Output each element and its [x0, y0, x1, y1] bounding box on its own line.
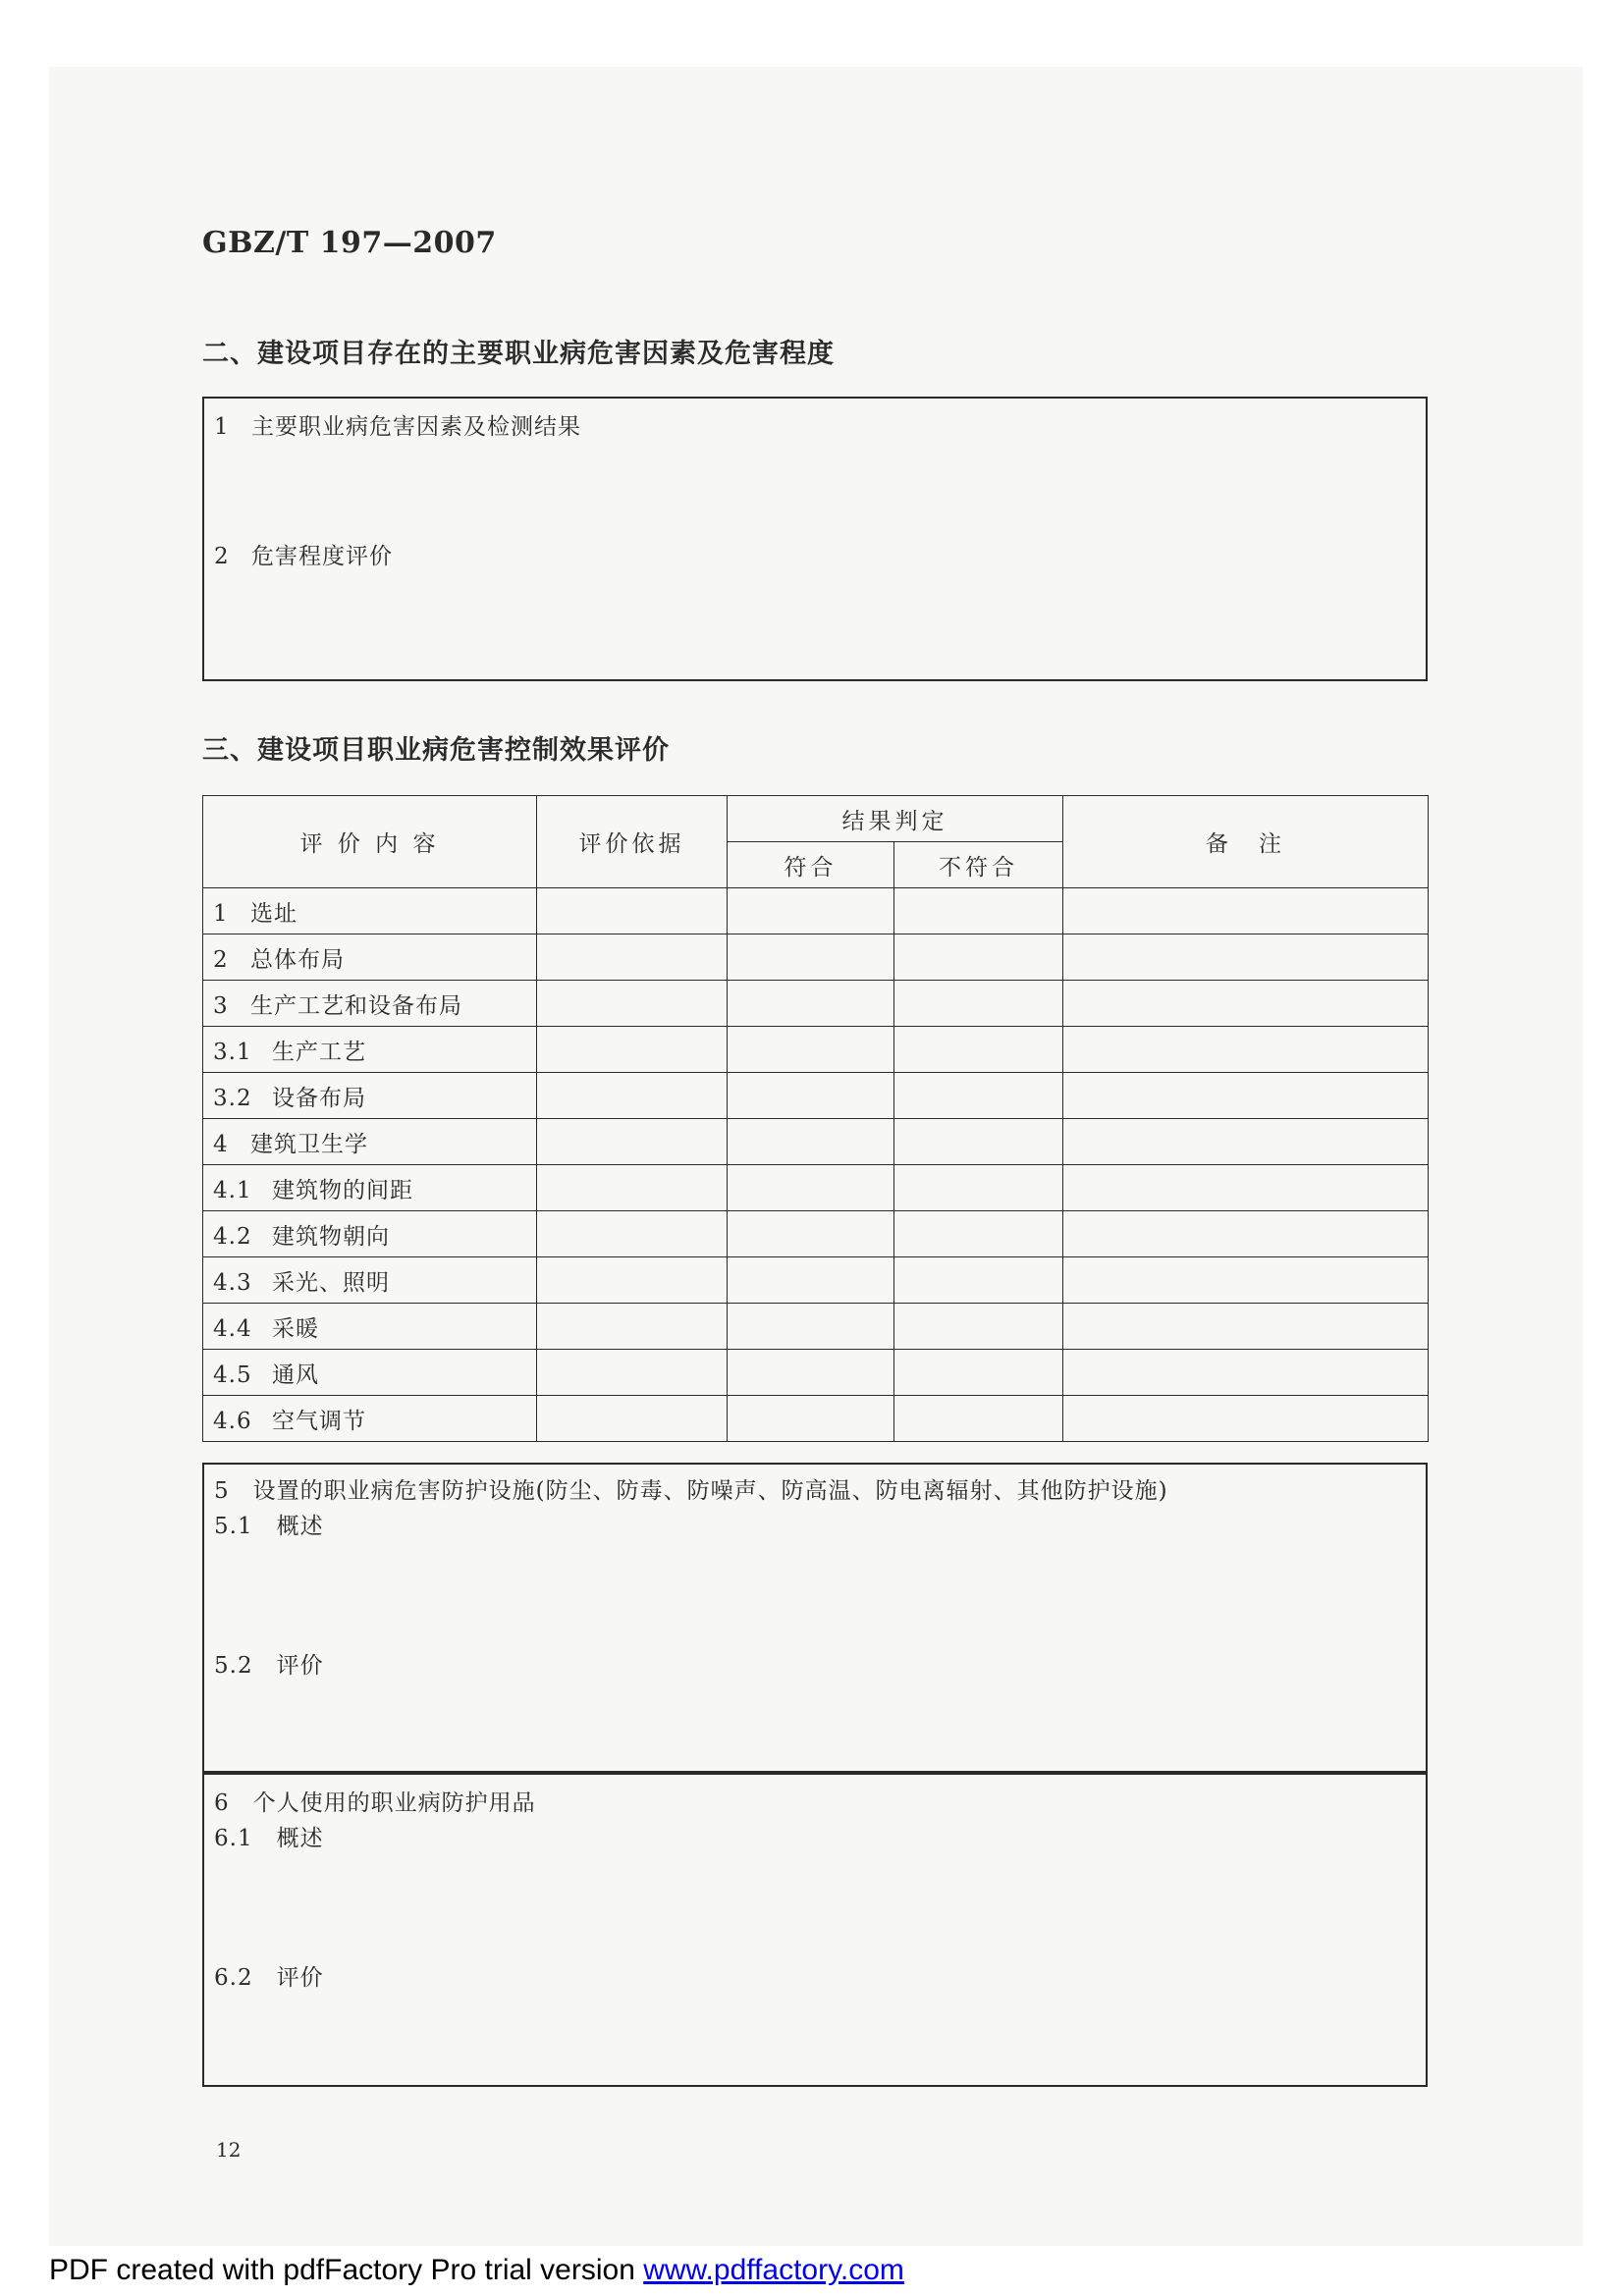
- basis-cell: [537, 888, 728, 934]
- row-number: 4.4: [213, 1315, 252, 1342]
- row-label: 空气调节: [272, 1408, 366, 1434]
- row-label: 采光、照明: [272, 1269, 390, 1296]
- nonconform-cell: [894, 1119, 1063, 1165]
- table-row: [203, 1027, 1429, 1073]
- row-label: 建筑物的间距: [272, 1177, 413, 1203]
- remarks-cell: [1063, 1350, 1429, 1396]
- basis-cell: [537, 1119, 728, 1165]
- basis-cell: [537, 1027, 728, 1073]
- item5-box: [202, 1463, 1428, 1773]
- remarks-cell: [1063, 1211, 1429, 1257]
- header-remarks: 备 注: [1063, 796, 1429, 888]
- conform-cell: [728, 888, 894, 934]
- row-label-cell: [203, 888, 537, 934]
- item6-sub2: 6.2 评价: [214, 1965, 324, 1991]
- table-row: [203, 1304, 1429, 1350]
- standard-code: GBZ/T 197—2007: [202, 226, 497, 260]
- nonconform-cell: [894, 1396, 1063, 1442]
- header-nonconform: 不符合: [894, 842, 1063, 888]
- section3-title: 三、建设项目职业病危害控制效果评价: [202, 735, 670, 766]
- basis-cell: [537, 934, 728, 981]
- item5-title: 5 设置的职业病危害防护设施(防尘、防毒、防噪声、防高温、防电离辐射、其他防护设施): [214, 1478, 1168, 1504]
- row-number: 3.1: [213, 1039, 252, 1065]
- item-number: 2: [214, 544, 230, 569]
- footer-link[interactable]: www.pdffactory.com: [643, 2254, 904, 2286]
- nonconform-cell: [894, 888, 1063, 934]
- conform-cell: [728, 1211, 894, 1257]
- section2-title: 二、建设项目存在的主要职业病危害因素及危害程度: [202, 339, 835, 369]
- conform-cell: [728, 1027, 894, 1073]
- table-row: [203, 1119, 1429, 1165]
- conform-cell: [728, 1304, 894, 1350]
- item5-sub2: 5.2 评价: [214, 1653, 324, 1679]
- row-number: 4.6: [213, 1408, 252, 1434]
- nonconform-cell: [894, 1073, 1063, 1119]
- row-label-cell: [203, 1165, 537, 1211]
- header-basis: 评价依据: [537, 796, 728, 888]
- nonconform-cell: [894, 1257, 1063, 1304]
- conform-cell: [728, 1350, 894, 1396]
- page-number: 12: [216, 2138, 242, 2162]
- evaluation-table: [202, 795, 1429, 1442]
- header-result: 结果判定: [728, 796, 1063, 842]
- nonconform-cell: [894, 1304, 1063, 1350]
- section2-item-2: [214, 538, 393, 570]
- row-label-cell: [203, 1257, 537, 1304]
- remarks-cell: [1063, 888, 1429, 934]
- table-row: [203, 1165, 1429, 1211]
- nonconform-cell: [894, 1165, 1063, 1211]
- section2-box: [202, 397, 1428, 681]
- header-content: 评 价 内 容: [203, 796, 537, 888]
- table-row: [203, 888, 1429, 934]
- nonconform-cell: [894, 1211, 1063, 1257]
- basis-cell: [537, 1211, 728, 1257]
- table-row: [203, 981, 1429, 1027]
- item-label: 主要职业病危害因素及检测结果: [251, 414, 581, 440]
- remarks-cell: [1063, 934, 1429, 981]
- basis-cell: [537, 981, 728, 1027]
- row-number: 4.3: [213, 1269, 252, 1296]
- row-number: 4.5: [213, 1362, 252, 1388]
- row-number: 1: [213, 900, 229, 927]
- nonconform-cell: [894, 1350, 1063, 1396]
- row-label-cell: [203, 1119, 537, 1165]
- basis-cell: [537, 1257, 728, 1304]
- item6-title: 6 个人使用的职业病防护用品: [214, 1790, 536, 1816]
- basis-cell: [537, 1073, 728, 1119]
- footer-text: PDF created with pdfFactory Pro trial version: [49, 2254, 644, 2286]
- row-label-cell: [203, 1350, 537, 1396]
- conform-cell: [728, 934, 894, 981]
- remarks-cell: [1063, 1165, 1429, 1211]
- row-number: 4.1: [213, 1177, 252, 1203]
- table-row: [203, 1211, 1429, 1257]
- remarks-cell: [1063, 1073, 1429, 1119]
- conform-cell: [728, 981, 894, 1027]
- basis-cell: [537, 1165, 728, 1211]
- row-number: 4: [213, 1131, 229, 1157]
- conform-cell: [728, 1119, 894, 1165]
- remarks-cell: [1063, 1119, 1429, 1165]
- row-label: 通风: [272, 1362, 319, 1388]
- table-row: [203, 1257, 1429, 1304]
- nonconform-cell: [894, 1027, 1063, 1073]
- item6-sub1: 6.1 概述: [214, 1826, 324, 1851]
- basis-cell: [537, 1304, 728, 1350]
- row-label: 建筑物朝向: [272, 1223, 390, 1250]
- item5-sub1: 5.1 概述: [214, 1514, 324, 1539]
- conform-cell: [728, 1165, 894, 1211]
- row-label: 设备布局: [272, 1085, 366, 1111]
- row-number: 3.2: [213, 1085, 252, 1111]
- row-label: 采暖: [272, 1315, 319, 1342]
- row-label-cell: [203, 1396, 537, 1442]
- conform-cell: [728, 1257, 894, 1304]
- conform-cell: [728, 1396, 894, 1442]
- row-number: 4.2: [213, 1223, 252, 1250]
- remarks-cell: [1063, 1396, 1429, 1442]
- row-label-cell: [203, 1027, 537, 1073]
- item-number: 1: [214, 414, 230, 440]
- conform-cell: [728, 1073, 894, 1119]
- item-label: 危害程度评价: [251, 544, 393, 569]
- row-label: 总体布局: [250, 946, 345, 973]
- basis-cell: [537, 1350, 728, 1396]
- header-conform: 符合: [728, 842, 894, 888]
- remarks-cell: [1063, 981, 1429, 1027]
- row-label: 生产工艺: [272, 1039, 366, 1065]
- row-label-cell: [203, 1211, 537, 1257]
- nonconform-cell: [894, 934, 1063, 981]
- row-label-cell: [203, 1304, 537, 1350]
- table-row: [203, 1396, 1429, 1442]
- row-label: 建筑卫生学: [250, 1131, 368, 1157]
- table-row: [203, 1073, 1429, 1119]
- section2-item-1: [214, 408, 581, 441]
- table-row: [203, 934, 1429, 981]
- nonconform-cell: [894, 981, 1063, 1027]
- remarks-cell: [1063, 1304, 1429, 1350]
- basis-cell: [537, 1396, 728, 1442]
- row-number: 3: [213, 992, 229, 1019]
- pdf-footer: [49, 2254, 904, 2287]
- table-row: [203, 1350, 1429, 1396]
- item6-box: [202, 1773, 1428, 2087]
- row-label-cell: [203, 981, 537, 1027]
- row-number: 2: [213, 946, 229, 973]
- row-label: 生产工艺和设备布局: [250, 992, 462, 1019]
- remarks-cell: [1063, 1257, 1429, 1304]
- row-label-cell: [203, 934, 537, 981]
- row-label-cell: [203, 1073, 537, 1119]
- remarks-cell: [1063, 1027, 1429, 1073]
- row-label: 选址: [250, 900, 298, 927]
